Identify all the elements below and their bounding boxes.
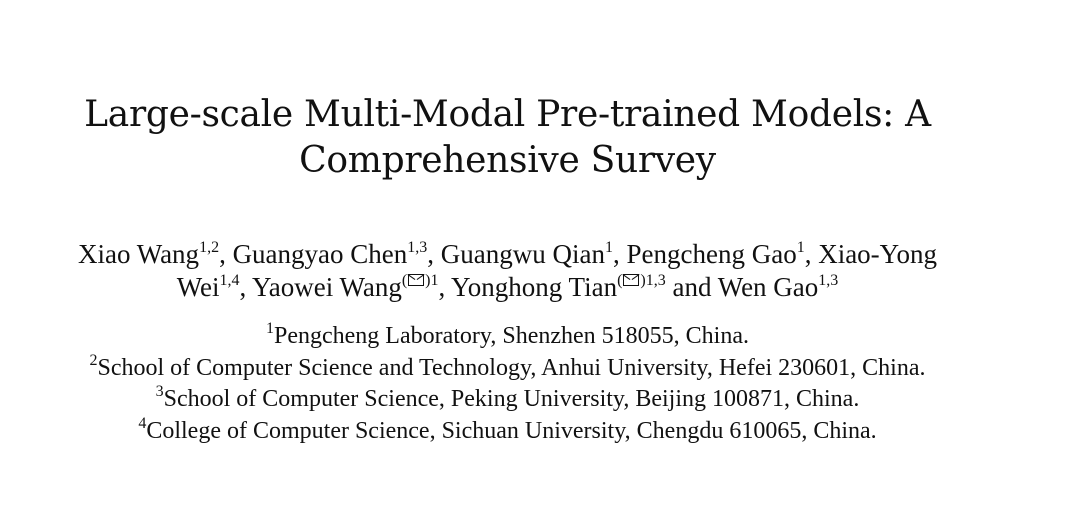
author-affiliation-marks: 1,2 (199, 239, 220, 256)
affiliation-list (0, 321, 1015, 447)
author-yaowei-wang (252, 272, 439, 302)
affiliation-4 (0, 416, 1015, 448)
envelope-icon (408, 274, 424, 286)
author-separator: , (804, 239, 819, 269)
author-separator: , (613, 239, 627, 269)
corresponding-author-mark: ( )1 (401, 272, 439, 289)
author-affiliation-marks: 1,3 (818, 272, 839, 289)
author-separator: , (219, 239, 233, 269)
affiliation-text: College of Computer Science, Sichuan University, Chengdu 610065, China. (146, 417, 877, 444)
author-name-part: Xiao-Yong (818, 239, 937, 269)
author-guangwu-qian (441, 239, 613, 269)
author-affiliation-marks: 1 (430, 272, 439, 289)
author-line-2 (0, 271, 1015, 304)
affiliation-number: 1 (266, 320, 274, 337)
affiliation-1 (0, 321, 1015, 353)
author-affiliation-marks: 1 (605, 239, 613, 256)
author-name: Xiao Wang (78, 239, 200, 269)
paper-title-line-1: Large-scale Multi-Modal Pre-trained Models: A (84, 94, 931, 135)
affiliation-number: 2 (89, 351, 98, 369)
author-name-part: Wei (176, 272, 220, 302)
author-affiliation-marks: 1,4 (219, 272, 240, 289)
author-name: Pengcheng Gao (626, 239, 797, 269)
affiliation-text: School of Computer Science and Technology, Anhui University, Hefei 230601, China. (97, 354, 926, 381)
author-pengcheng-gao (627, 239, 805, 269)
affiliation-text: School of Computer Science, Peking University, Beijing 100871, China. (163, 386, 860, 412)
paper-title (0, 92, 1015, 184)
affiliation-3 (0, 384, 1015, 416)
paper-title-line-2: Comprehensive Survey (299, 140, 716, 181)
author-list (0, 238, 1015, 304)
author-guangyao-chen (233, 239, 428, 269)
author-affiliation-marks: 1,3 (645, 272, 666, 289)
author-separator: , (239, 272, 252, 302)
author-yonghong-tian (451, 272, 666, 302)
author-separator: , (427, 239, 441, 269)
envelope-icon (623, 274, 639, 286)
author-xiao-yong-wei-part-2 (177, 272, 240, 302)
author-separator: , (438, 272, 451, 302)
author-name: Guangwu Qian (440, 239, 605, 269)
author-line-1 (0, 238, 1015, 271)
author-name: Guangyao Chen (232, 239, 408, 269)
author-affiliation-marks: 1 (796, 239, 805, 256)
affiliation-text: Pengcheng Laboratory, Shenzhen 518055, China. (274, 323, 749, 349)
affiliation-number: 4 (138, 414, 147, 432)
affiliation-number: 3 (155, 383, 164, 400)
author-name: Wen Gao (717, 272, 819, 302)
author-affiliation-marks: 1,3 (407, 239, 428, 256)
author-separator: and (665, 272, 718, 302)
affiliation-2 (0, 353, 1015, 385)
author-xiao-wang (78, 239, 219, 269)
author-xiao-yong-wei-part-1 (818, 239, 937, 269)
author-name: Yaowei Wang (252, 272, 402, 302)
corresponding-author-mark: ( )1,3 (617, 272, 666, 289)
author-wen-gao (718, 272, 839, 302)
author-name: Yonghong Tian (451, 272, 618, 302)
